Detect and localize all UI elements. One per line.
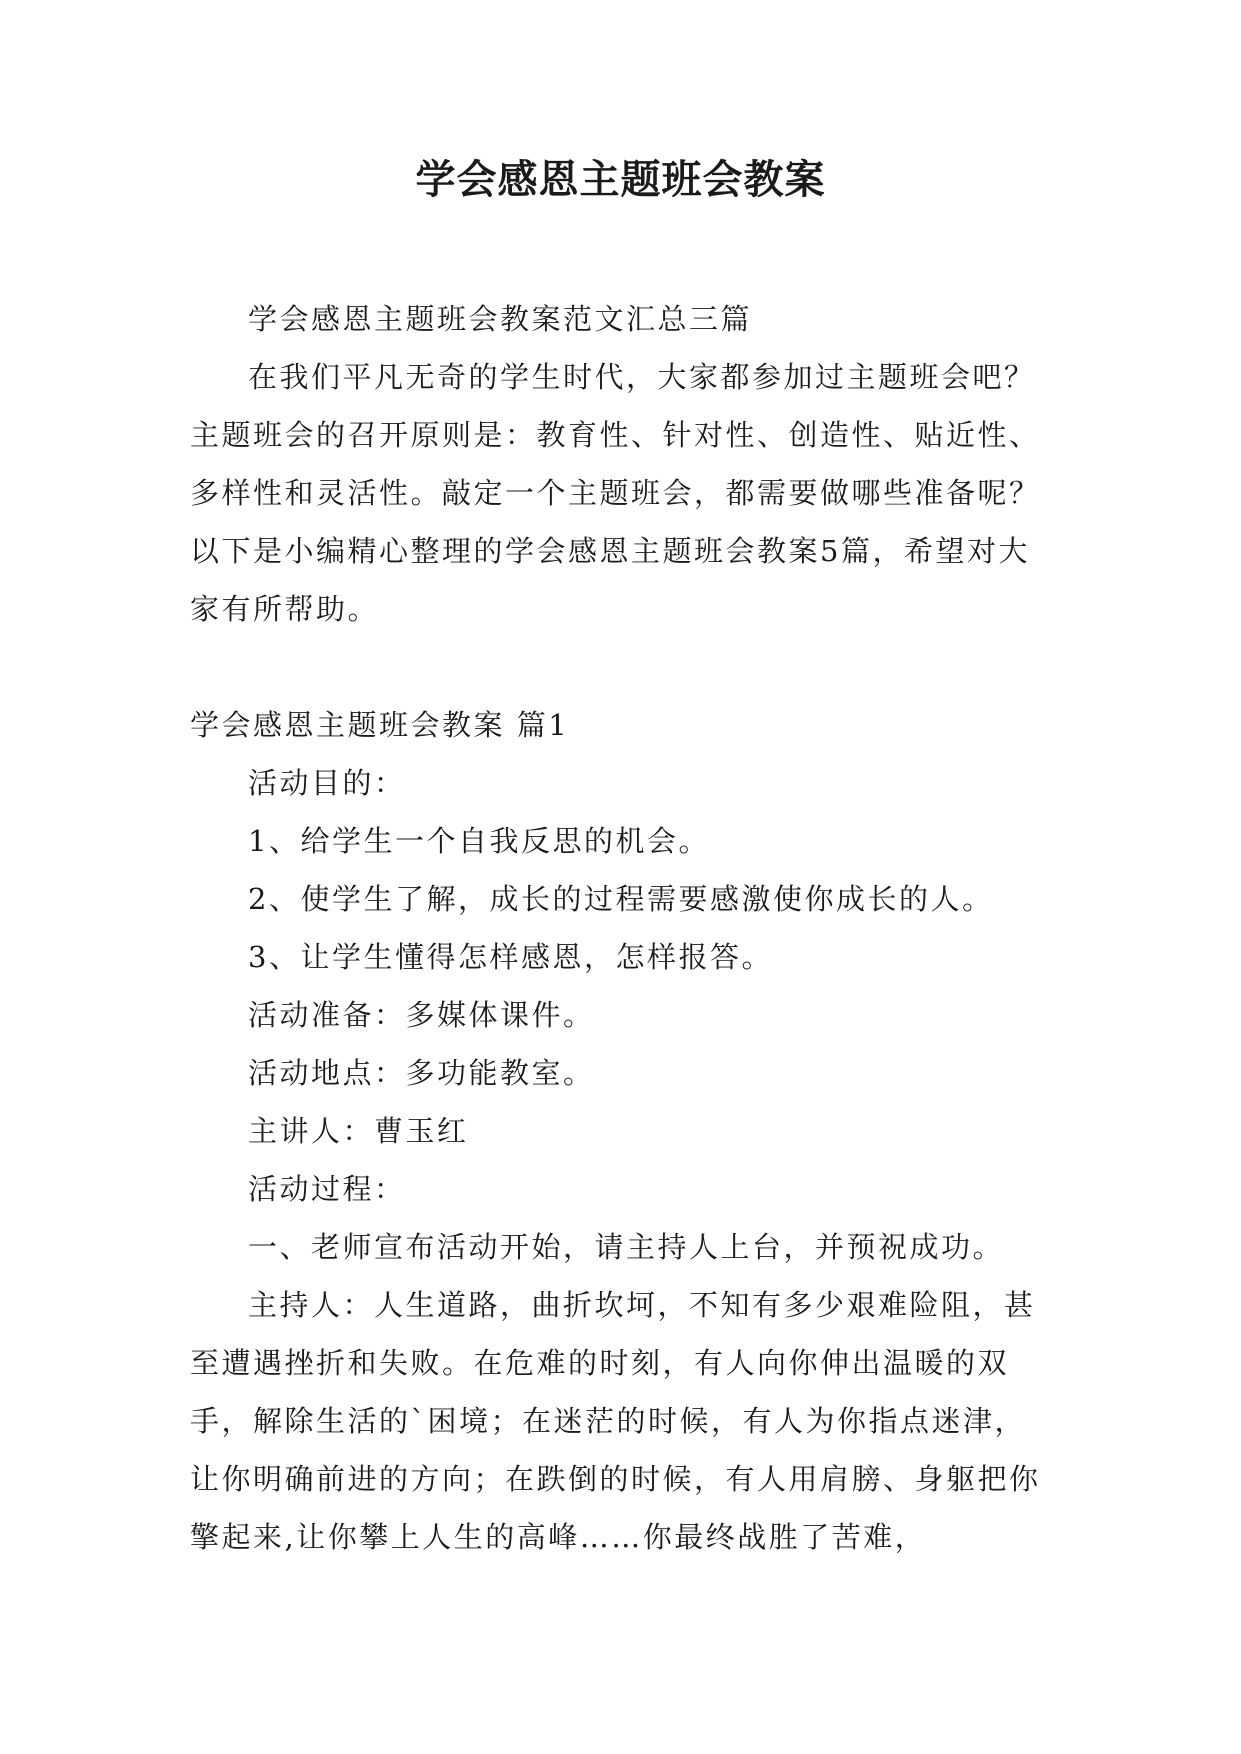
host-paragraph: 主持人：人生道路，曲折坎坷，不知有多少艰难险阻，甚至遭遇挫折和失败。在危难的时刻，有人向你伸出温暖的双手，解除生活的`困境；在迷茫的时候，有人为你指点迷津，让你明确前进的方向；在跌倒的时候，有人用肩膀、身躯把你擎起来,让你攀上人生的高峰……你最终战胜了苦难， [190,1288,1041,1554]
prep-line: 活动准备：多媒体课件。 [248,998,595,1032]
step-1-line: 一、老师宣布活动开始，请主持人上台，并预祝成功。 [248,1230,1005,1264]
goal-item-3: 3、让学生懂得怎样感恩，怎样报答。 [248,940,773,974]
goal-item-1: 1、给学生一个自我反思的机会。 [248,824,710,858]
intro-paragraph: 在我们平凡无奇的学生时代，大家都参加过主题班会吧？主题班会的召开原则是：教育性、针对性、创造性、贴近性、多样性和灵活性。敲定一个主题班会，都需要做哪些准备呢？以下是小编精心整理的学会感恩主题班会教案5篇，希望对大家有所帮助。 [190,360,1041,626]
place-line: 活动地点：多功能教室。 [248,1056,595,1090]
goal-item-2: 2、使学生了解，成长的过程需要感激使你成长的人。 [248,882,994,916]
goal-label: 活动目的： [248,766,406,800]
document-title: 学会感恩主题班会教案 [415,156,826,203]
document-body [190,290,1052,1566]
speaker-line: 主讲人：曹玉红 [248,1114,469,1148]
subtitle-line: 学会感恩主题班会教案范文汇总三篇 [248,302,753,336]
process-label: 活动过程： [248,1172,406,1206]
section-heading: 学会感恩主题班会教案 篇1 [190,708,570,742]
